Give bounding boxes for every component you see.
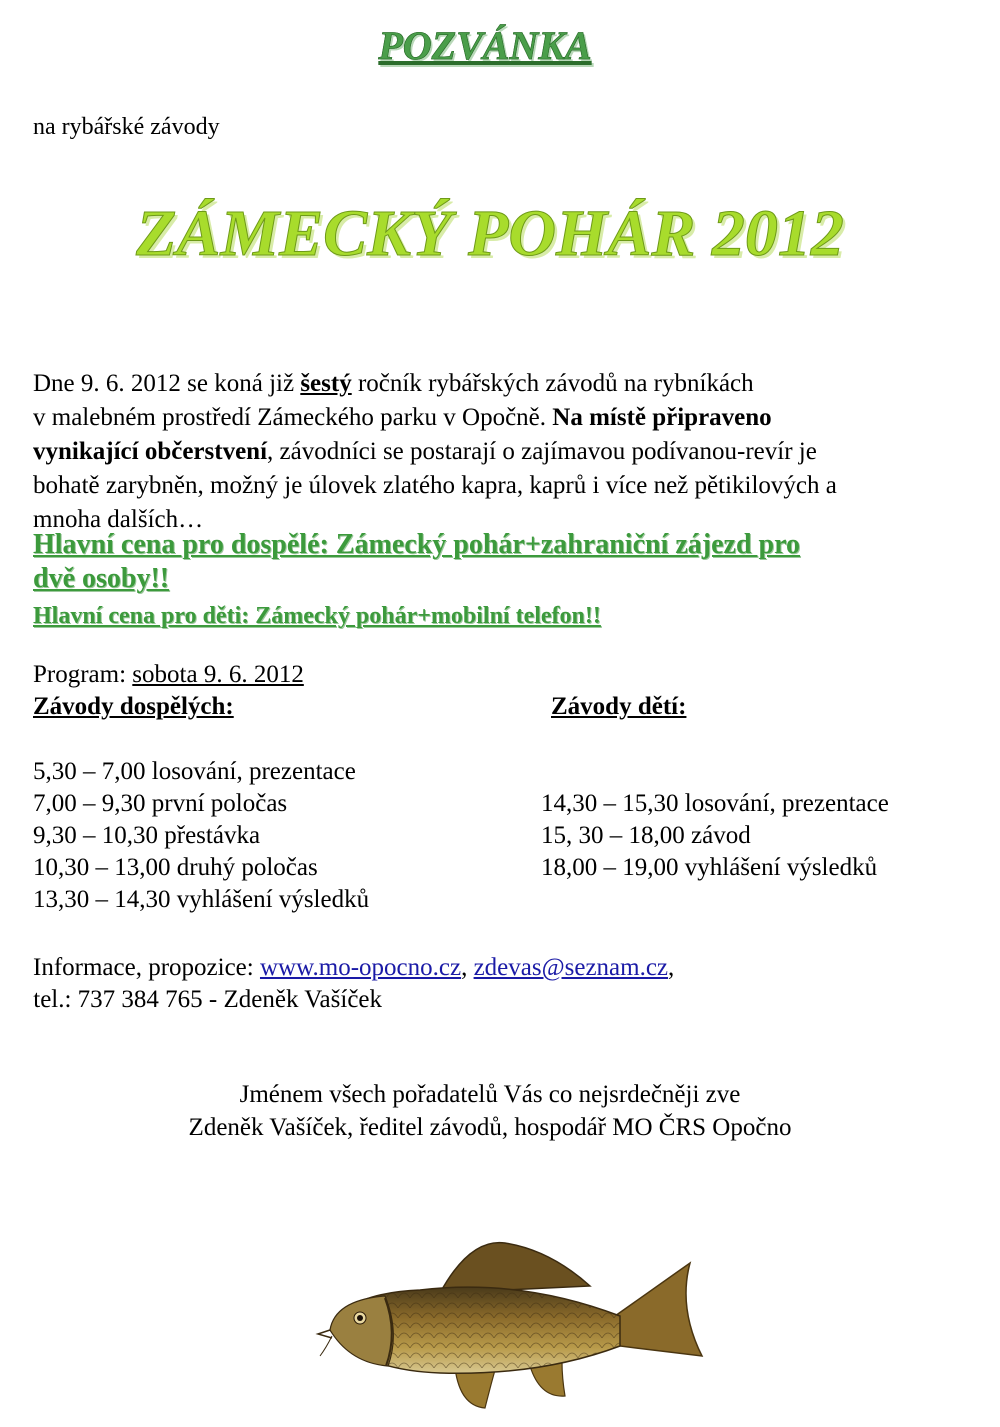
footer-signature-line: Zdeněk Vašíček, ředitel závodů, hospodář MO ČRS Opočno xyxy=(188,1114,792,1141)
intro-text: v malebném prostředí Zámeckého parku v Opočně. xyxy=(33,404,553,431)
contact-label: Informace, propozice: xyxy=(33,954,260,981)
intro-bold-text: Na místě připraveno xyxy=(552,404,772,431)
invitation-subtitle: na rybářské závody xyxy=(33,114,220,140)
intro-line-1 xyxy=(33,367,963,401)
intro-bold-text: vynikající občerstvení xyxy=(33,438,268,465)
contact-trail: , xyxy=(668,954,675,981)
program-date: sobota 9. 6. 2012 xyxy=(132,661,304,688)
edition-ordinal: šestý xyxy=(300,370,352,397)
intro-text: ročník rybářských závodů na rybníkách xyxy=(351,370,754,397)
invitation-title: POZVÁNKA xyxy=(378,23,592,68)
children-item-2: 15, 30 – 18,00 závod xyxy=(541,822,751,849)
footer-invitation-line: Jménem všech pořadatelů Vás co nejsrdečněji zve xyxy=(239,1081,741,1108)
intro-text: Dne 9. 6. 2012 se koná již xyxy=(33,370,301,397)
intro-text: , závodníci se postarají o zajímavou podívanou-revír je xyxy=(267,438,817,465)
contact-separator: , xyxy=(461,954,474,981)
event-headline: ZÁMECKÝ POHÁR 2012 xyxy=(136,197,844,270)
program-label: Program: xyxy=(33,661,133,688)
intro-line-4: bohatě zarybněn, možný je úlovek zlatého kapra, kaprů i více než pětikilových a xyxy=(33,472,837,499)
prize-adults xyxy=(33,528,800,596)
intro-paragraph xyxy=(33,367,963,537)
adults-item-3: 9,30 – 10,30 přestávka xyxy=(33,822,261,849)
prize-children: Hlavní cena pro děti: Zámecký pohár+mobilní telefon!! xyxy=(33,603,601,629)
intro-line-3 xyxy=(33,435,963,469)
contact-line xyxy=(33,954,674,982)
children-item-1: 14,30 – 15,30 losování, prezentace xyxy=(541,790,889,817)
adults-item-1: 5,30 – 7,00 losování, prezentace xyxy=(33,758,356,785)
adults-item-5: 13,30 – 14,30 vyhlášení výsledků xyxy=(33,886,370,913)
email-link[interactable]: zdevas@seznam.cz xyxy=(473,954,669,981)
children-item-3: 18,00 – 19,00 vyhlášení výsledků xyxy=(541,854,878,881)
prize-adults-line-2: dvě osoby!! xyxy=(33,563,170,594)
carp-fish-image xyxy=(290,1238,710,1418)
adults-heading: Závody dospělých: xyxy=(33,693,234,720)
intro-line-5: mnoha dalších… xyxy=(33,506,204,533)
adults-item-2: 7,00 – 9,30 první poločas xyxy=(33,790,288,817)
prize-adults-line-1: Hlavní cena pro dospělé: Zámecký pohár+zahraniční zájezd pro xyxy=(33,529,801,560)
contact-phone: tel.: 737 384 765 - Zdeněk Vašíček xyxy=(27,986,383,1013)
children-heading: Závody dětí: xyxy=(551,693,687,720)
adults-item-4: 10,30 – 13,00 druhý poločas xyxy=(33,854,318,881)
website-link[interactable]: www.mo-opocno.cz xyxy=(259,954,462,981)
program-line xyxy=(33,661,304,689)
intro-line-2 xyxy=(33,401,963,435)
